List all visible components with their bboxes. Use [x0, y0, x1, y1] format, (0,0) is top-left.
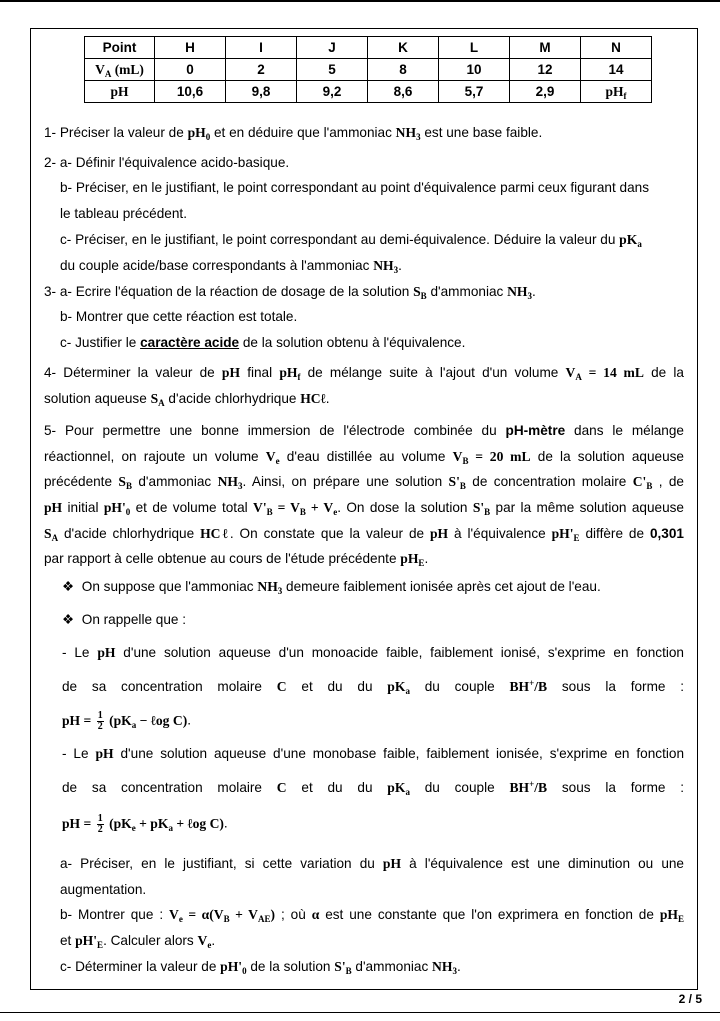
question-5-line2: réactionnel, on rajoute un volume $V_e$ d'eau distillée au volume $V_B = 20$ mL de la solution aqueuse	[44, 449, 684, 466]
table-header-cell: I	[226, 37, 297, 59]
diamond-bullet-icon: ❖	[62, 612, 75, 627]
table-cell: 0	[155, 59, 226, 81]
question-4-cont: solution aqueuse $S_A$ d'acide chlorhydrique HCℓ.	[44, 391, 330, 408]
reminder-acid: - Le pH d'une solution aqueuse d'un monoacide faible, faiblement ionisé, s'exprime en fonction	[62, 645, 684, 660]
question-5b-cont: et $pH'_E$. Calculer alors $V_e$.	[60, 933, 216, 950]
table-cell: 12	[510, 59, 581, 81]
table-row-ph	[85, 81, 652, 103]
formula-base: pH = $\frac{1}{2}$ ($pK_e + pK_a$ + ℓog C).	[62, 813, 228, 835]
table-cell: 2,9	[510, 81, 581, 103]
question-5a: a- Préciser, en le justifiant, si cette variation du pH à l'équivalence est une diminution ou une	[60, 856, 684, 871]
question-5-line3: précédente $S_B$ d'ammoniac $NH_3$. Ainsi, on prépare une solution $S'_B$ de concentration molaire $C'_B$ , de	[44, 474, 684, 491]
table-header-cell: K	[368, 37, 439, 59]
question-2a: 2- a- Définir l'équivalence acido-basique.	[44, 155, 290, 170]
question-2b: b- Préciser, en le justifiant, le point correspondant au point d'équivalence parmi ceux figurant dans	[60, 180, 649, 195]
reminder-bullet: ❖ On rappelle que :	[62, 612, 187, 627]
volume-label-cell: $V_A$ (mL)	[85, 59, 155, 81]
table-row-volume	[85, 59, 652, 81]
question-5a-cont: augmentation.	[60, 882, 147, 897]
assumption-bullet: ❖ On suppose que l'ammoniac $NH_3$ demeure faiblement ionisée après cet ajout de l'eau.	[62, 579, 601, 596]
table-cell: 5,7	[439, 81, 510, 103]
question-4: 4- Déterminer la valeur de pH final $pH_f$ de mélange suite à l'ajout d'un volume $V_A = 14$ mL de la	[44, 365, 684, 382]
reminder-base-cont: de sa concentration molaire C et du du $pK_a$ du couple BH+/B sous la forme :	[62, 779, 685, 797]
table-header-cell: N	[581, 37, 652, 59]
table-header-cell: J	[297, 37, 368, 59]
table-cell: 10	[439, 59, 510, 81]
reminder-acid-cont: de sa concentration molaire C et du du $pK_a$ du couple BH+/B sous la forme :	[62, 678, 685, 696]
question-2c-cont: du couple acide/base correspondants à l'ammoniac $NH_3$.	[60, 258, 402, 275]
diamond-bullet-icon: ❖	[62, 579, 75, 594]
table-cell: $pH_f$	[581, 81, 652, 103]
table-header-row	[85, 37, 652, 59]
table-cell: 9,2	[297, 81, 368, 103]
titration-table	[84, 36, 652, 103]
reminder-base: - Le pH d'une solution aqueuse d'une monobase faible, faiblement ionisée, s'exprime en fonction	[62, 746, 684, 761]
table-header-cell: H	[155, 37, 226, 59]
table-cell: 9,8	[226, 81, 297, 103]
table-header-cell: Point	[85, 37, 155, 59]
table-header-cell: L	[439, 37, 510, 59]
question-2c: c- Préciser, en le justifiant, le point correspondant au demi-équivalence. Déduire la valeur du $pK_a$	[60, 232, 642, 249]
question-3b: b- Montrer que cette réaction est totale.	[60, 309, 298, 324]
question-5-line5: $S_A$ d'acide chlorhydrique HCℓ. On constate que la valeur de pH à l'équivalence $pH'_E$ diffère de 0,301	[44, 526, 684, 543]
table-cell: 10,6	[155, 81, 226, 103]
question-5: 5- Pour permettre une bonne immersion de l'électrode combinée du pH-mètre dans le mélange	[44, 423, 684, 438]
table-cell: 5	[297, 59, 368, 81]
ph-label-cell: pH	[85, 81, 155, 103]
question-5c: c- Déterminer la valeur de $pH'_0$ de la solution $S'_B$ d'ammoniac $NH_3$.	[60, 959, 461, 976]
question-5-line6: par rapport à celle obtenue au cours de l'étude précédente $pH_E$.	[44, 551, 429, 568]
page-number: 2 / 5	[678, 992, 702, 1006]
question-5-line4: pH initial $pH'_0$ et de volume total $V'_B = V_B + V_e$. On dose la solution $S'_B$ par la même solution aqueuse	[44, 500, 684, 517]
top-rule	[0, 0, 720, 2]
question-1: 1- Préciser la valeur de $pH_0$ et en déduire que l'ammoniac $NH_3$ est une base faible.	[44, 125, 543, 142]
table-cell: 2	[226, 59, 297, 81]
question-5b: b- Montrer que : $V_e = \alpha(V_B + V_{AE})$ ; où α est une constante que l'on exprimera en fonction de $pH_E$	[60, 907, 684, 924]
question-3c: c- Justifier le caractère acide de la solution obtenu à l'équivalence.	[60, 335, 466, 350]
table-header-cell: M	[510, 37, 581, 59]
table-cell: 8,6	[368, 81, 439, 103]
table-cell: 14	[581, 59, 652, 81]
bottom-rule	[0, 1012, 720, 1013]
exercise-frame	[30, 28, 698, 990]
question-2b-cont: le tableau précédent.	[60, 206, 187, 221]
question-3a: 3- a- Ecrire l'équation de la réaction de dosage de la solution $S_B$ d'ammoniac $NH_3$.	[44, 284, 536, 301]
formula-acid: pH = $\frac{1}{2}$ ($pK_a$ − ℓog C).	[62, 710, 192, 732]
table-cell: 8	[368, 59, 439, 81]
